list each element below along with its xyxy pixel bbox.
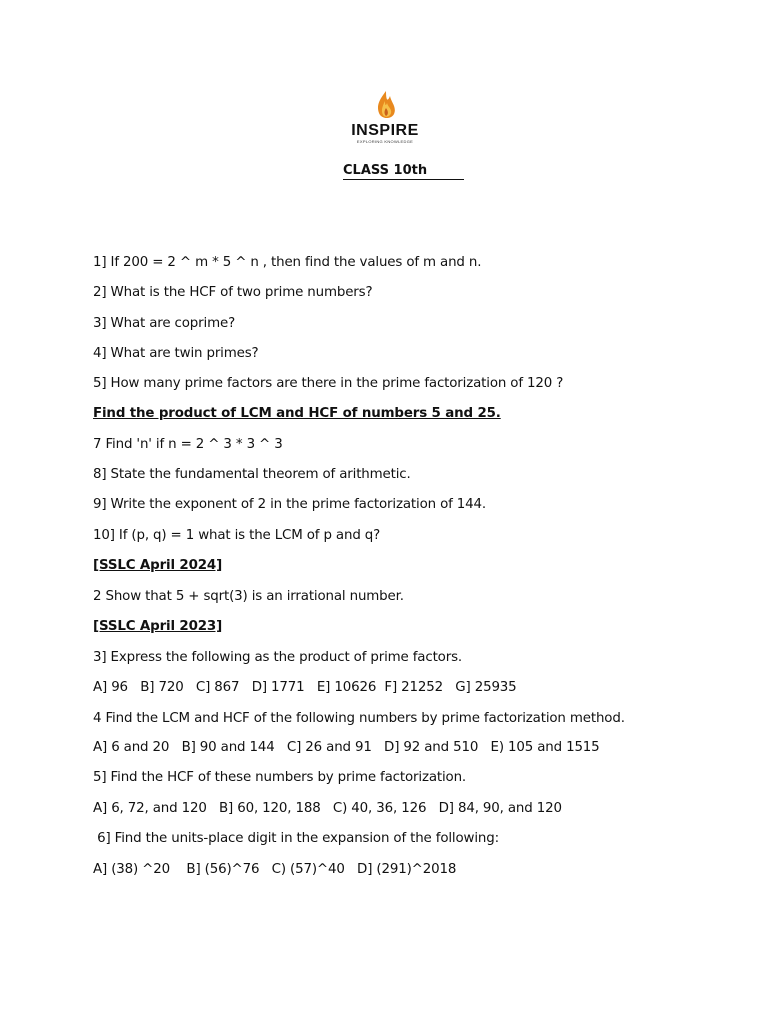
brand-name: INSPIRE xyxy=(351,122,419,139)
question-2023-4: 4 Find the LCM and HCF of the following numbers by prime factorization method. xyxy=(93,711,625,726)
inspire-logo xyxy=(330,86,440,148)
question-3: 3] What are coprime? xyxy=(93,316,236,331)
section-heading-2024: [SSLC April 2024] xyxy=(93,558,223,573)
question-10: 10] If (p, q) = 1 what is the LCM of p and q? xyxy=(93,528,381,543)
question-2023-3-options: A] 96 B] 720 C] 867 D] 1771 E] 10626 F] 21252 G] 25935 xyxy=(93,680,517,695)
question-8: 8] State the fundamental theorem of arithmetic. xyxy=(93,467,411,482)
question-2023-5-options: A] 6, 72, and 120 B] 60, 120, 188 C) 40, 36, 126 D] 84, 90, and 120 xyxy=(93,801,562,816)
question-2023-5: 5] Find the HCF of these numbers by prime factorization. xyxy=(93,770,467,785)
question-4: 4] What are twin primes? xyxy=(93,346,259,361)
question-2024-2: 2 Show that 5 + sqrt(3) is an irrational number. xyxy=(93,589,404,604)
question-9: 9] Write the exponent of 2 in the prime factorization of 144. xyxy=(93,497,487,512)
question-2023-6-options: A] (38) ^20 B] (56)^76 C) (57)^40 D] (291)^2018 xyxy=(93,862,457,877)
question-7: 7 Find 'n' if n = 2 ^ 3 * 3 ^ 3 xyxy=(93,437,283,452)
question-1: 1] If 200 = 2 ^ m * 5 ^ n , then find the values of m and n. xyxy=(93,255,482,270)
question-2023-3: 3] Express the following as the product of prime factors. xyxy=(93,650,463,665)
question-2: 2] What is the HCF of two prime numbers? xyxy=(93,285,373,300)
brand-tagline: EXPLORING KNOWLEDGE xyxy=(356,139,414,144)
question-5: 5] How many prime factors are there in the prime factorization of 120 ? xyxy=(93,376,564,391)
question-2023-4-options: A] 6 and 20 B] 90 and 144 C] 26 and 91 D] 92 and 510 E) 105 and 1515 xyxy=(93,740,600,755)
question-6-heading: Find the product of LCM and HCF of numbers 5 and 25. xyxy=(93,406,501,421)
question-2023-6: 6] Find the units-place digit in the expansion of the following: xyxy=(93,831,499,846)
section-heading-2023: [SSLC April 2023] xyxy=(93,619,223,634)
class-title: CLASS 10th xyxy=(343,162,464,180)
flame-icon xyxy=(371,90,401,122)
